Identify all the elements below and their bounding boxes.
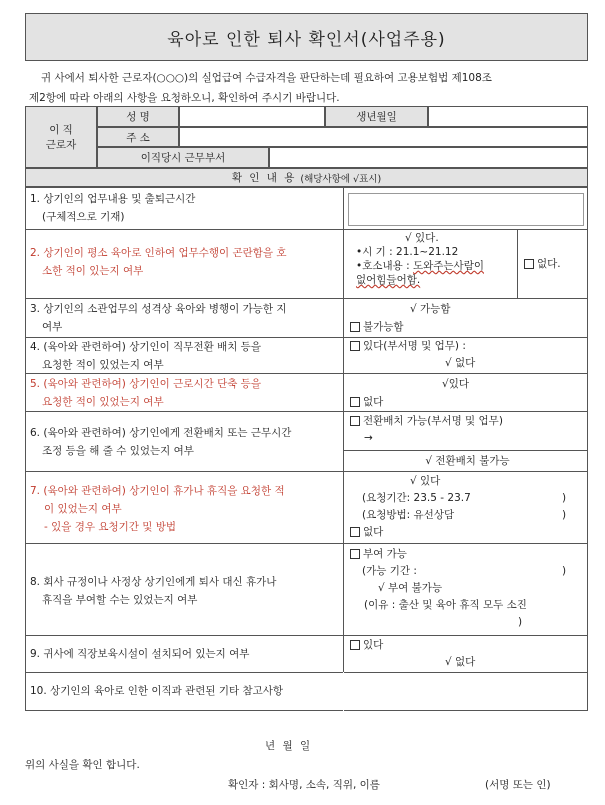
birth-label-text: 생년월일 <box>356 111 397 123</box>
name-field[interactable] <box>179 106 325 127</box>
row-divider <box>25 298 588 299</box>
address-label-text: 주 소 <box>126 131 150 144</box>
answer-divider <box>343 450 588 451</box>
answer-6 <box>350 413 585 447</box>
q3-no-option[interactable]: 불가능함 <box>350 318 585 336</box>
checkbox-icon <box>350 640 360 650</box>
intro-text <box>29 68 587 108</box>
q9-no[interactable]: √ 없다 <box>445 656 476 668</box>
q5-yes[interactable]: √있다 <box>442 378 469 390</box>
question-5: 5. (육아와 관련하여) 상기인이 근로시간 단축 등을 요청한 적이 있었는지 여부 <box>30 378 261 408</box>
checkbox-icon <box>350 416 360 426</box>
worker-label-1: 이 직 <box>49 124 73 136</box>
q9-yes-option[interactable]: 있다 <box>350 637 585 654</box>
q6-no[interactable]: √ 전환배치 불가능 <box>425 455 510 467</box>
row-divider <box>25 229 588 230</box>
confirm-header-text: 확 인 내 용 <box>231 172 297 184</box>
answer-2 <box>350 231 515 287</box>
intro-line-2: 제2항에 따라 아래의 사항을 요청하오니, 확인하여 주시기 바랍니다. <box>29 92 340 104</box>
name-label <box>97 106 179 127</box>
question-8: 8. 회사 규정이나 사정상 상기인에게 퇴사 대신 휴가나 휴직을 부여할 수는 있었는지 여부 <box>30 576 277 606</box>
document-title-text: 육아로 인한 퇴사 확인서(사업주용) <box>167 29 446 50</box>
dept-label <box>97 147 269 168</box>
address-field[interactable] <box>179 127 588 147</box>
row-divider <box>25 411 588 412</box>
q7-yes[interactable]: √ 있다 <box>410 475 441 487</box>
question-7: 7. (육아와 관련하여) 상기인이 휴가나 휴직을 요청한 적 이 있었는지 여부 - 있을 경우 요청기간 및 방법 <box>30 485 285 533</box>
row-divider <box>25 635 588 636</box>
answer-9 <box>350 637 585 671</box>
dept-label-text: 이직당시 근무부서 <box>140 152 226 164</box>
birth-label <box>325 106 428 127</box>
date-line: 년 월 일 <box>265 740 313 752</box>
worker-label-2: 근로자 <box>45 139 77 151</box>
answer-divider <box>517 229 518 298</box>
question-6: 6. (육아와 관련하여) 상기인에게 전환배치 또는 근무시간 조정 등을 해 줄 수 있었는지 여부 <box>30 427 292 457</box>
q3-yes[interactable]: √ 가능함 <box>410 303 451 315</box>
q2-content-2: 없어힘들어함. <box>356 274 421 286</box>
row-divider <box>25 471 588 472</box>
answer-5 <box>350 375 585 411</box>
q8-no[interactable]: √ 부여 불가능 <box>378 582 443 594</box>
name-label-text: 성 명 <box>126 111 150 123</box>
q4-no[interactable]: √ 없다 <box>445 357 476 369</box>
birth-field[interactable] <box>428 106 588 127</box>
column-divider <box>343 187 344 711</box>
document-title <box>25 13 588 61</box>
q2-no-label: 없다. <box>537 258 561 270</box>
checkbox-icon[interactable] <box>524 259 534 269</box>
q7-period: (요청기간: 23.5 - 23.7 <box>362 492 471 504</box>
q2-no-option[interactable] <box>524 256 561 271</box>
q5-no-option[interactable]: 없다 <box>350 393 585 411</box>
answer-1-field[interactable] <box>348 193 584 226</box>
q8-period: (가능 기간 : <box>362 565 417 577</box>
address-label <box>97 127 179 147</box>
question-9: 9. 귀사에 직장보육시설이 설치되어 있는지 여부 <box>30 648 250 660</box>
q4-yes-option[interactable]: 있다(부서명 및 업무) : <box>350 338 585 355</box>
confirmer-line: 확인자 : 회사명, 소속, 직위, 이름 <box>228 779 380 791</box>
question-2: 2. 상기인이 평소 육아로 인하여 업무수행이 곤란함을 호 소한 적이 있는지 여부 <box>30 247 287 277</box>
q2-when: •시 기 : 21.1~21.12 <box>356 246 459 258</box>
confirm-header-note: (해당사항에 √표시) <box>300 173 382 185</box>
q2-content-1: 도와주는사람이 <box>412 260 484 272</box>
question-1: 1. 상기인의 업무내용 및 출퇴근시간 (구체적으로 기재) <box>30 193 196 223</box>
checkbox-icon <box>350 322 360 332</box>
intro-line-1: 귀 사에서 퇴사한 근로자(○○○)의 실업급여 수급자격을 판단하는데 필요하여 고용보험법 제108조 <box>41 72 492 84</box>
q2-yes: √ 있다. <box>405 232 439 244</box>
checkbox-icon <box>350 341 360 351</box>
q8-yes-option[interactable]: 부여 가능 <box>350 546 585 563</box>
dept-field[interactable] <box>269 147 588 168</box>
answer-7: √ 있다 (요청기간: 23.5 - 23.7 ) (요청방법: 유선상담 ) 없다 <box>350 473 585 541</box>
row-divider <box>25 672 588 673</box>
checkbox-icon <box>350 527 360 537</box>
signature-label: (서명 또는 인) <box>485 779 551 791</box>
row-divider <box>25 543 588 544</box>
question-10: 10. 상기인의 육아로 인한 이직과 관련된 기타 참고사항 <box>30 685 284 697</box>
worker-section-label <box>25 106 97 168</box>
checkbox-icon <box>350 397 360 407</box>
q6-yes-option[interactable]: 전환배치 가능(부서명 및 업무) <box>350 413 585 430</box>
question-4: 4. (육아와 관련하여) 상기인이 직무전환 배치 등을 요청한 적이 있었는지 여부 <box>30 341 261 371</box>
question-3: 3. 상기인의 소관업무의 성격상 육아와 병행이 가능한 지 여부 <box>30 303 287 333</box>
q7-method: (요청방법: 유선상담 <box>362 509 455 521</box>
answer-4 <box>350 338 585 372</box>
confirm-header <box>25 168 588 187</box>
q7-no-option[interactable]: 없다 <box>350 524 585 541</box>
confirmation-statement: 위의 사실을 확인 합니다. <box>25 759 140 771</box>
answer-8: 부여 가능 (가능 기간 : ) √ 부여 불가능 (이유 : 출산 및 육아 휴직 모두 소진 ) <box>350 546 585 631</box>
checkbox-icon <box>350 549 360 559</box>
q10-merge <box>343 672 344 711</box>
q2-content-label: •호소내용 : <box>356 260 410 272</box>
q6-arrow: → <box>364 432 373 444</box>
q8-reason: (이유 : 출산 및 육아 휴직 모두 소진 <box>364 599 527 611</box>
answer-3 <box>350 300 585 336</box>
